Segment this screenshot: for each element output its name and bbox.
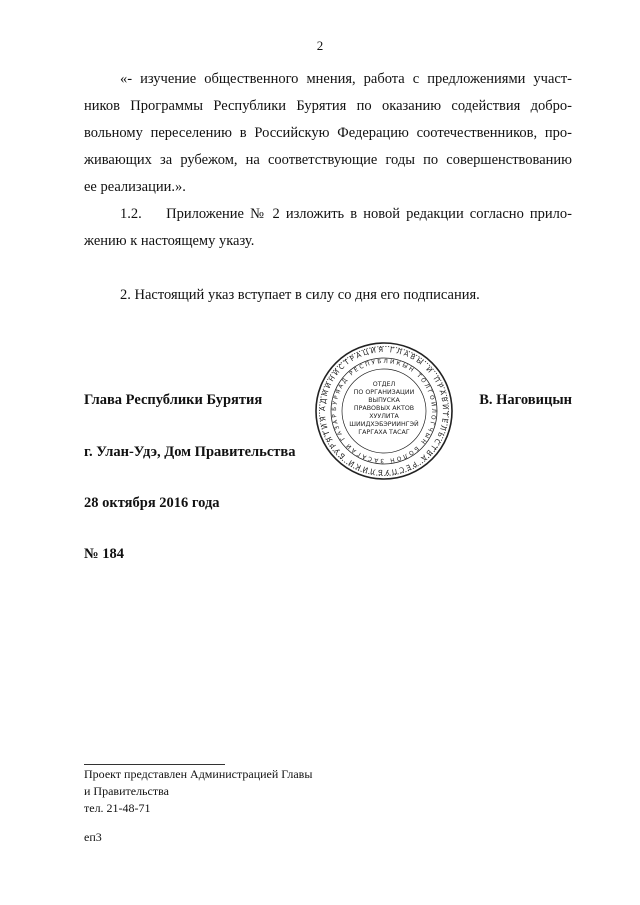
svg-text:ОТДЕЛ: ОТДЕЛ xyxy=(372,381,396,388)
paragraph-effective: 2. Настоящий указ вступает в силу со дня его подписания. xyxy=(120,287,480,303)
text-line: жению к настоящему указу. xyxy=(84,233,255,249)
svg-text:ПО ОРГАНИЗАЦИИ: ПО ОРГАНИЗАЦИИ xyxy=(353,389,415,396)
text-line: «- изучение общественного мнения, работа с предложениями участ- xyxy=(120,71,572,87)
svg-text:ШИИДХЭБЭРИИНГЭЙ: ШИИДХЭБЭРИИНГЭЙ xyxy=(349,421,419,428)
text-line: ее реализации.». xyxy=(84,179,186,195)
footnote-divider xyxy=(84,764,225,765)
document-code: еп3 xyxy=(84,830,102,844)
decree-number: № 184 xyxy=(84,546,124,562)
text-line: ников Программы Республики Бурятия по оказанию содействия добро- xyxy=(84,98,572,114)
signatory-position: Глава Республики Бурятия xyxy=(84,392,263,408)
text-line: вольному переселению в Российскую Федерацию соотечественников, про- xyxy=(84,125,572,141)
official-seal xyxy=(314,341,454,481)
decree-date: 28 октября 2016 года xyxy=(84,495,220,511)
seal-outer-text: АДМИНИСТРАЦИЯ ГЛАВЫ И ПРАВИТЕЛЬСТВА РЕСПУБЛИКИ БУРЯТИЯ xyxy=(318,345,450,477)
paragraph-appendix xyxy=(84,201,572,255)
seal-center-text xyxy=(349,381,419,436)
signatory-name: В. Наговицын xyxy=(479,392,572,408)
paragraph-gap xyxy=(84,255,572,282)
svg-text:ПРАВОВЫХ АКТОВ: ПРАВОВЫХ АКТОВ xyxy=(353,405,415,412)
footnote-line: Проект представлен Администрацией Главы xyxy=(84,767,313,781)
svg-text:ГАРГАХА ТАСАГ: ГАРГАХА ТАСАГ xyxy=(358,429,410,436)
decree-body xyxy=(84,66,572,309)
page-number: 2 xyxy=(316,38,324,53)
svg-text:ВЫПУСКА: ВЫПУСКА xyxy=(368,397,400,404)
footnote-line: тел. 21-48-71 xyxy=(84,801,151,815)
signing-place: г. Улан-Удэ, Дом Правительства xyxy=(84,444,296,460)
footnote xyxy=(84,766,312,817)
footnote-line: и Правительства xyxy=(84,784,169,798)
paragraph-amendment xyxy=(84,66,572,201)
text-line: живающих за рубежом, на соответствующие годы по совершенствованию xyxy=(84,152,572,168)
text-line: 1.2. Приложение № 2 изложить в новой редакции согласно прило- xyxy=(120,206,572,222)
svg-text:ХУУЛИТА: ХУУЛИТА xyxy=(369,413,399,420)
seal-inner-text: БУРЯАД РЕСПУБЛИКЫН ТОЛГОЙЛОГЧЫН БОЛОН ЗАСАГАЙ ГАЗАР xyxy=(331,358,437,464)
